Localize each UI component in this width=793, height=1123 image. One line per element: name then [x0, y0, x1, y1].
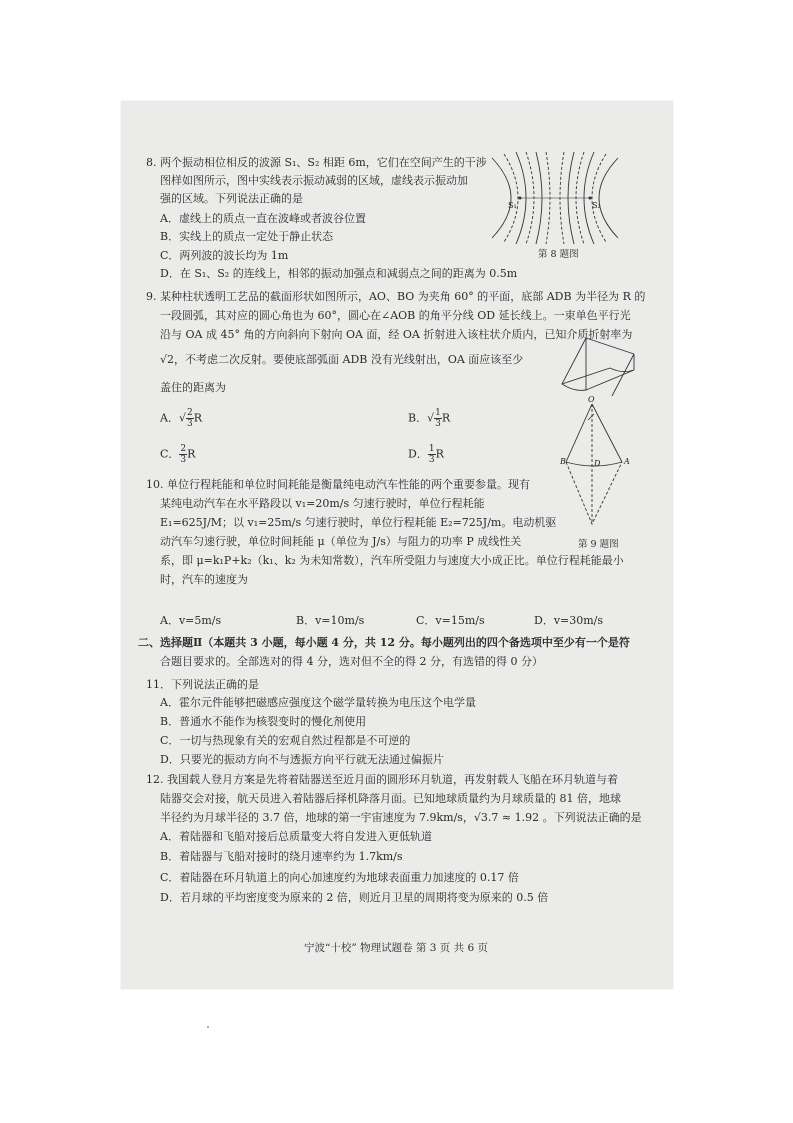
- q8-line-3: 强的区域。下列说法正确的是: [160, 192, 303, 205]
- q12-option-d: D．若月球的平均密度变为原来的 2 倍，则近月卫星的周期将变为原来的 0.5 倍: [160, 891, 549, 904]
- q9-line-2: 一段圆弧，其对应的圆心角也为 60°，圆心在∠AOB 的角平分线 OD 延长线上。一束单色平行光: [160, 309, 631, 322]
- q10-line-3: E₁=625J/M；以 v₁=25m/s 匀速行驶时，单位行程耗能 E₂=725J/m。电动机驱: [160, 516, 557, 529]
- section-2-line-1: 二、选择题Ⅱ（本题共 3 小题，每小题 4 分，共 12 分。每小题列出的四个备选项中至少有一个是符: [138, 636, 630, 649]
- q10-line-2: 某纯电动汽车在水平路段以 v₁=20m/s 匀速行驶时，单位行程耗能: [160, 497, 485, 510]
- q8-line-2: 图样如图所示，图中实线表示振动减弱的区域，虚线表示振动加: [160, 174, 468, 187]
- q9-line-3: 沿与 OA 成 45° 角的方向斜向下射向 OA 面，经 OA 折射进入该柱状介质内，已知介质折射率为: [160, 328, 633, 341]
- q9-option-c-den: 3: [180, 455, 187, 465]
- q10-line-5: 系，即 μ=k₁P+k₂（k₁、k₂ 为未知常数），汽车所受阻力与速度大小成正比。单位行程耗能最小: [160, 554, 624, 567]
- q12-line-1: 12. 我国载人登月方案是先将着陆器送至近月面的圆形环月轨道，再发射载人飞船在环月轨道与着: [146, 773, 618, 786]
- s1-label: S₁: [508, 201, 517, 210]
- q11-stem: 11．下列说法正确的是: [146, 678, 259, 691]
- label-b: B: [560, 457, 566, 466]
- figure-8-caption: 第 8 题图: [538, 249, 579, 260]
- section-2-line-2: 合题目要求的。全部选对的得 4 分，选对但不全的得 2 分，有选错的得 0 分）: [160, 655, 543, 668]
- q9-line-5: 盖住的距离为: [160, 381, 226, 394]
- q9-option-d-tail: R: [435, 447, 444, 461]
- q9-option-b-tail: R: [441, 411, 451, 425]
- s2-label: S₂: [592, 201, 601, 210]
- q8-option-d: D．在 S₁、S₂ 的连线上，相邻的振动加强点和减弱点之间的距离为 0.5m: [160, 267, 518, 280]
- q10-line-1: 10. 单位行程耗能和单位时间耗能是衡量纯电动汽车性能的两个重要参量。现有: [146, 478, 530, 491]
- q12-option-c: C．着陆器在环月轨道上的向心加速度约为地球表面重力加速度的 0.17 倍: [160, 871, 519, 884]
- label-d: D: [594, 459, 601, 468]
- q12-line-2: 陆器交会对接，航天员进入着陆器后择机降落月面。已知地球质量约为月球质量的 81 倍，地球: [160, 792, 621, 805]
- interference-figure: [490, 150, 620, 246]
- q9-option-a: A．√ $\frac{2}{3}$ R: [160, 408, 202, 429]
- q10-option-c: C．v=15m/s: [416, 614, 485, 627]
- q9-option-a-num: 2: [186, 408, 193, 418]
- page-footer: 宁波“十校” 物理试题卷 第 3 页 共 6 页: [304, 942, 488, 954]
- q10-option-a: A．v=5m/s: [160, 614, 222, 627]
- q9-option-a-letter: A．: [160, 411, 179, 425]
- q11-option-c: C．一切与热现象有关的宏观自然过程都是不可逆的: [160, 734, 411, 747]
- prism-3d-figure: [556, 334, 640, 396]
- q9-line-1: 9. 某种柱状透明工艺品的截面形状如图所示，AO、BO 为夹角 60° 的平面，底部 ADB 为半径为 R 的: [146, 290, 646, 303]
- q9-line-4-text: 2，不考虑二次反射。要使底部弧面 ADB 没有光线射出，OA 面应该至少: [167, 353, 524, 366]
- q8-option-a: A．虚线上的质点一直在波峰或者波谷位置: [160, 212, 366, 225]
- q9-option-c-letter: C．: [160, 447, 180, 461]
- q9-option-d-den: 3: [428, 455, 435, 465]
- q12-option-a: A．着陆器和飞船对接后总质量变大将自发进入更低轨道: [160, 830, 432, 843]
- cross-section-figure: [560, 394, 646, 532]
- q10-option-b: B．v=10m/s: [296, 614, 365, 627]
- q11-option-b: B．普通水不能作为核裂变时的慢化剂使用: [160, 715, 367, 728]
- figure-9-caption: 第 9 题图: [578, 539, 619, 550]
- q8-line-1: 8. 两个振动相位相反的波源 S₁、S₂ 相距 6m，它们在空间产生的干涉: [146, 156, 487, 169]
- q10-line-4: 动汽车匀速行驶，单位时间耗能 μ（单位为 J/s）与阻力的功率 P 成线性关: [160, 535, 522, 548]
- label-o: O: [588, 395, 595, 404]
- label-a: A: [624, 457, 630, 466]
- q9-option-c-num: 2: [180, 444, 187, 454]
- q9-option-b-letter: B．: [408, 411, 428, 425]
- q8-option-c: C．两列波的波长均为 1m: [160, 249, 289, 262]
- q9-option-c: [160, 444, 195, 465]
- q9-option-b-den: 3: [435, 419, 441, 429]
- q9-option-b: B．√ $\frac{1}{3}$ R: [408, 408, 451, 429]
- q9-option-b-num: 1: [435, 408, 441, 418]
- q12-option-b: B．着陆器与飞船对接时的绕月速率约为 1.7km/s: [160, 850, 403, 863]
- q10-option-d: D．v=30m/s: [534, 614, 604, 627]
- speck: [207, 1026, 209, 1028]
- q11-option-a: A．霍尔元件能够把磁感应强度这个磁学量转换为电压这个电学量: [160, 696, 476, 709]
- q9-option-d-letter: D．: [408, 447, 428, 461]
- q9-option-a-den: 3: [186, 419, 193, 429]
- q12-line-3: 半径约为月球半径的 3.7 倍，地球的第一宇宙速度为 7.9km/s，√3.7 ≈ 1.92 。下列说法正确的是: [160, 811, 642, 824]
- q9-option-c-tail: R: [187, 447, 196, 461]
- q9-option-d: [408, 444, 444, 465]
- q11-option-d: D．只要光的振动方向不与透振方向平行就无法通过偏振片: [160, 753, 444, 766]
- q9-option-a-tail: R: [193, 411, 202, 425]
- q8-option-b: B．实线上的质点一定处于静止状态: [160, 230, 334, 243]
- q9-option-d-num: 1: [428, 444, 435, 454]
- sqrt-symbol: √: [160, 353, 168, 366]
- q10-line-6: 时，汽车的速度为: [160, 573, 248, 586]
- q9-line-4: [160, 353, 523, 367]
